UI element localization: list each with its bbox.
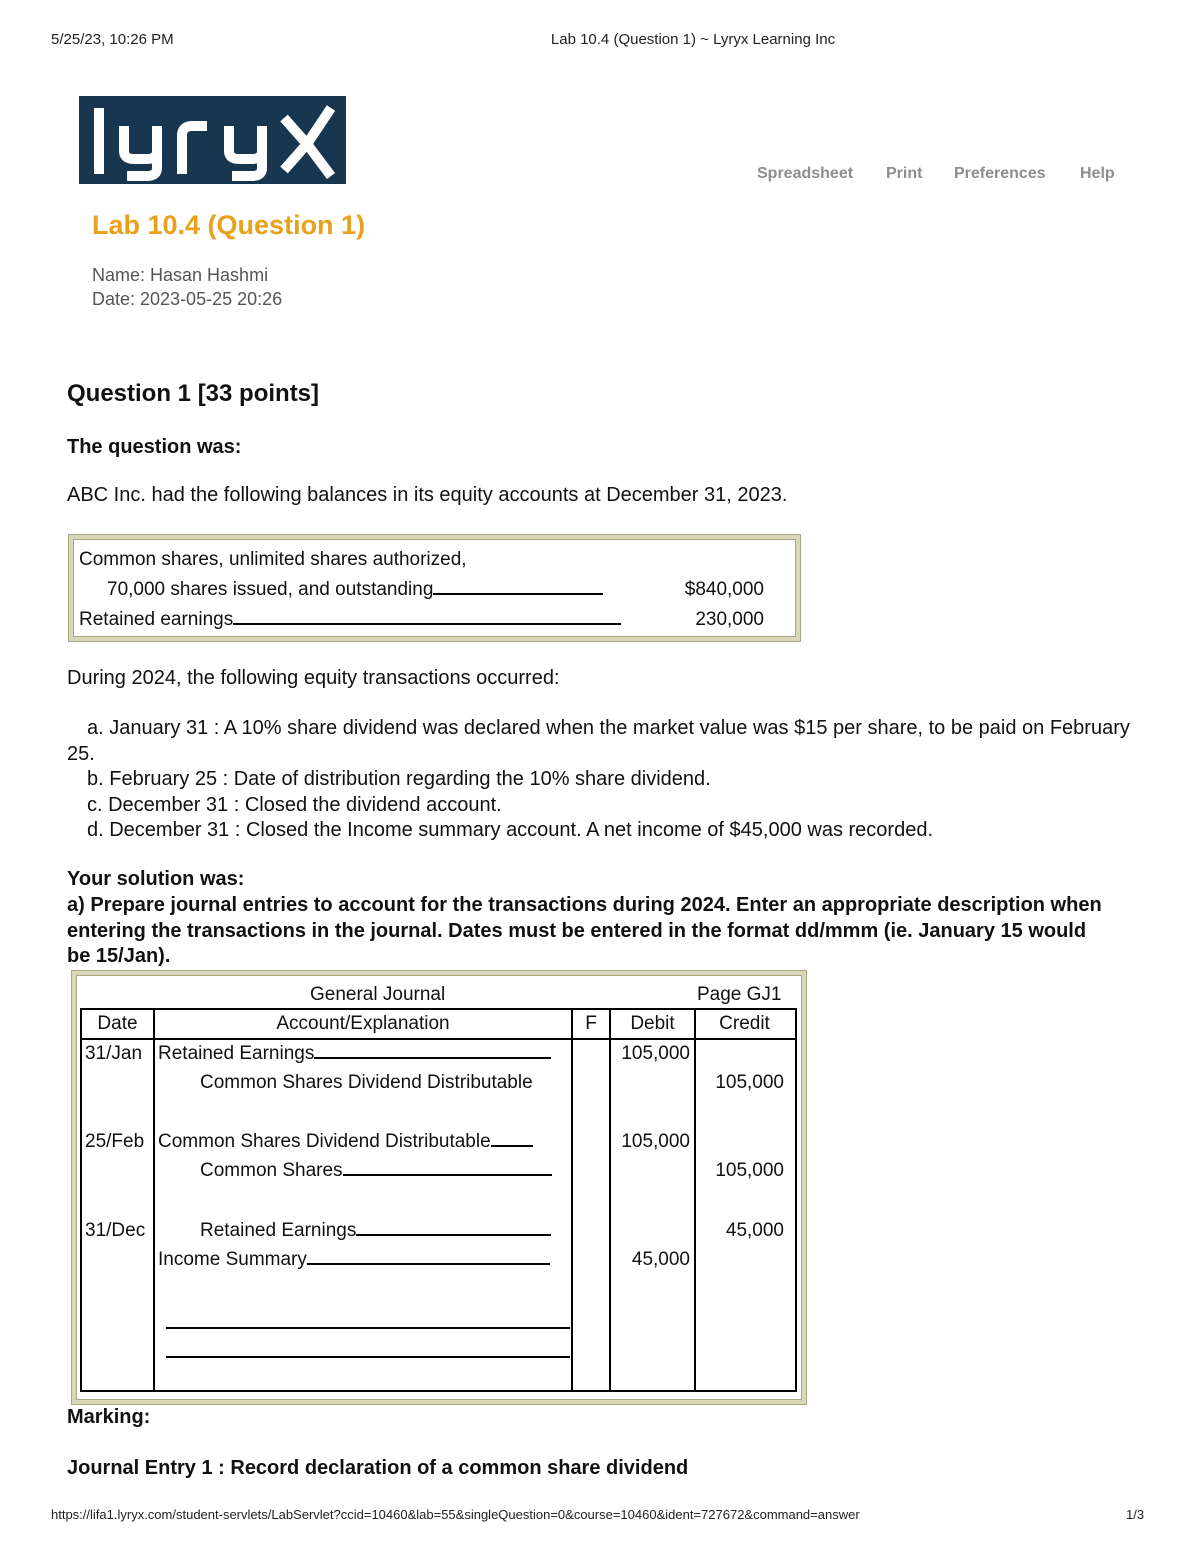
lyryx-logo-mark	[79, 96, 346, 184]
leader-line	[356, 1234, 551, 1236]
empty-entry-line	[166, 1327, 570, 1329]
print-datetime: 5/25/23, 10:26 PM	[51, 31, 174, 48]
transaction-b: b. February 25 : Date of distribution regarding the 10% share dividend.	[87, 768, 711, 790]
leader-line	[491, 1145, 533, 1147]
balance-amount-retained: 230,000	[695, 609, 764, 630]
print-page-number: 1/3	[1126, 1507, 1145, 1522]
journal-col-divider	[694, 1008, 696, 1390]
solution-label: Your solution was:	[67, 868, 245, 890]
lab-title: Lab 10.4 (Question 1)	[92, 210, 366, 240]
row5-account	[200, 1220, 551, 1242]
journal-col-divider	[609, 1008, 611, 1390]
nav-print-link[interactable]: Print	[886, 165, 923, 182]
journal-col-divider	[153, 1008, 155, 1390]
journal-col-divider	[571, 1008, 573, 1390]
transactions-list	[67, 716, 1147, 844]
marking-label: Marking:	[67, 1406, 151, 1428]
row4-account-text: Common Shares	[200, 1160, 343, 1181]
row3-debit: 105,000	[621, 1131, 690, 1152]
nav-spreadsheet-link[interactable]: Spreadsheet	[757, 165, 854, 182]
balance-amount-common-shares: $840,000	[684, 579, 764, 600]
col-header-account: Account/Explanation	[276, 1013, 450, 1034]
student-name: Name: Hasan Hashmi	[92, 265, 269, 285]
row1-debit: 105,000	[621, 1043, 690, 1064]
row3-account-text: Common Shares Dividend Distributable	[158, 1131, 491, 1152]
print-tab-title: Lab 10.4 (Question 1) ~ Lyryx Learning Inc	[550, 31, 836, 48]
leader-line	[343, 1174, 552, 1176]
journal-top-rule	[82, 1008, 795, 1010]
row4-credit: 105,000	[715, 1160, 784, 1181]
row5-account-text: Retained Earnings	[200, 1220, 357, 1241]
question-heading: Question 1 [33 points]	[67, 380, 320, 407]
nav-preferences-link[interactable]: Preferences	[954, 165, 1046, 182]
row2-account: Common Shares Dividend Distributable	[200, 1072, 533, 1093]
row5-date: 31/Dec	[85, 1220, 146, 1241]
lyryx-logo	[79, 96, 346, 184]
solution-instructions: a) Prepare journal entries to account for the transactions during 2024. Enter an appropriate description when entering the transactions in the journal. Dates must be entered in the format dd/mmm (ie. January 15 would be 15/Jan).	[67, 894, 1102, 967]
question-intro: ABC Inc. had the following balances in its equity accounts at December 31, 2023.	[67, 484, 788, 506]
row4-account	[200, 1160, 552, 1182]
journal-grid	[80, 1008, 797, 1392]
balance-line-retained-text: Retained earnings	[79, 609, 234, 630]
row6-debit: 45,000	[631, 1249, 690, 1270]
leader-line	[233, 623, 621, 625]
transaction-a: a. January 31 : A 10% share dividend was declared when the market value was $15 per share, to be paid on February 25.	[67, 717, 1130, 765]
col-header-date: Date	[97, 1013, 138, 1034]
row2-credit: 105,000	[715, 1072, 784, 1093]
nav-help-link[interactable]: Help	[1080, 165, 1115, 182]
row6-account	[158, 1249, 550, 1271]
col-header-debit: Debit	[630, 1013, 675, 1034]
row5-credit: 45,000	[725, 1220, 784, 1241]
row1-date: 31/Jan	[85, 1043, 143, 1064]
col-header-credit: Credit	[719, 1013, 770, 1034]
transaction-d: d. December 31 : Closed the Income summary account. A net income of $45,000 was recorded.	[87, 819, 934, 841]
submission-date: Date: 2023-05-25 20:26	[92, 289, 283, 309]
leader-line	[314, 1057, 551, 1059]
row6-account-text: Income Summary	[158, 1249, 307, 1270]
transactions-intro: During 2024, the following equity transactions occurred:	[67, 667, 560, 689]
col-header-f: F	[585, 1013, 597, 1034]
row1-account	[158, 1043, 551, 1065]
balance-line-shares-issued	[107, 579, 603, 601]
balance-line-retained	[79, 609, 621, 631]
row3-date: 25/Feb	[85, 1131, 145, 1152]
row3-account	[158, 1131, 533, 1153]
empty-entry-line	[166, 1356, 570, 1358]
journal-title: General Journal	[310, 984, 446, 1005]
leader-line	[307, 1263, 550, 1265]
journal-page: Page GJ1	[697, 984, 782, 1005]
equity-balances-box	[69, 535, 800, 641]
balance-line-common-shares: Common shares, unlimited shares authorized,	[79, 549, 467, 570]
marking-entry1: Journal Entry 1 : Record declaration of a common share dividend	[67, 1457, 689, 1479]
balance-line-shares-issued-text: 70,000 shares issued, and outstanding	[107, 579, 434, 600]
row1-account-text: Retained Earnings	[158, 1043, 315, 1064]
print-url: https://lifa1.lyryx.com/student-servlets/LabServlet?ccid=10460&lab=55&singleQuestion=0&course=10460&ident=727672&command=answer	[51, 1507, 860, 1522]
journal-header-rule	[82, 1038, 795, 1040]
transaction-c: c. December 31 : Closed the dividend account.	[87, 793, 502, 816]
leader-line	[433, 593, 603, 595]
question-was-label: The question was:	[67, 436, 242, 458]
